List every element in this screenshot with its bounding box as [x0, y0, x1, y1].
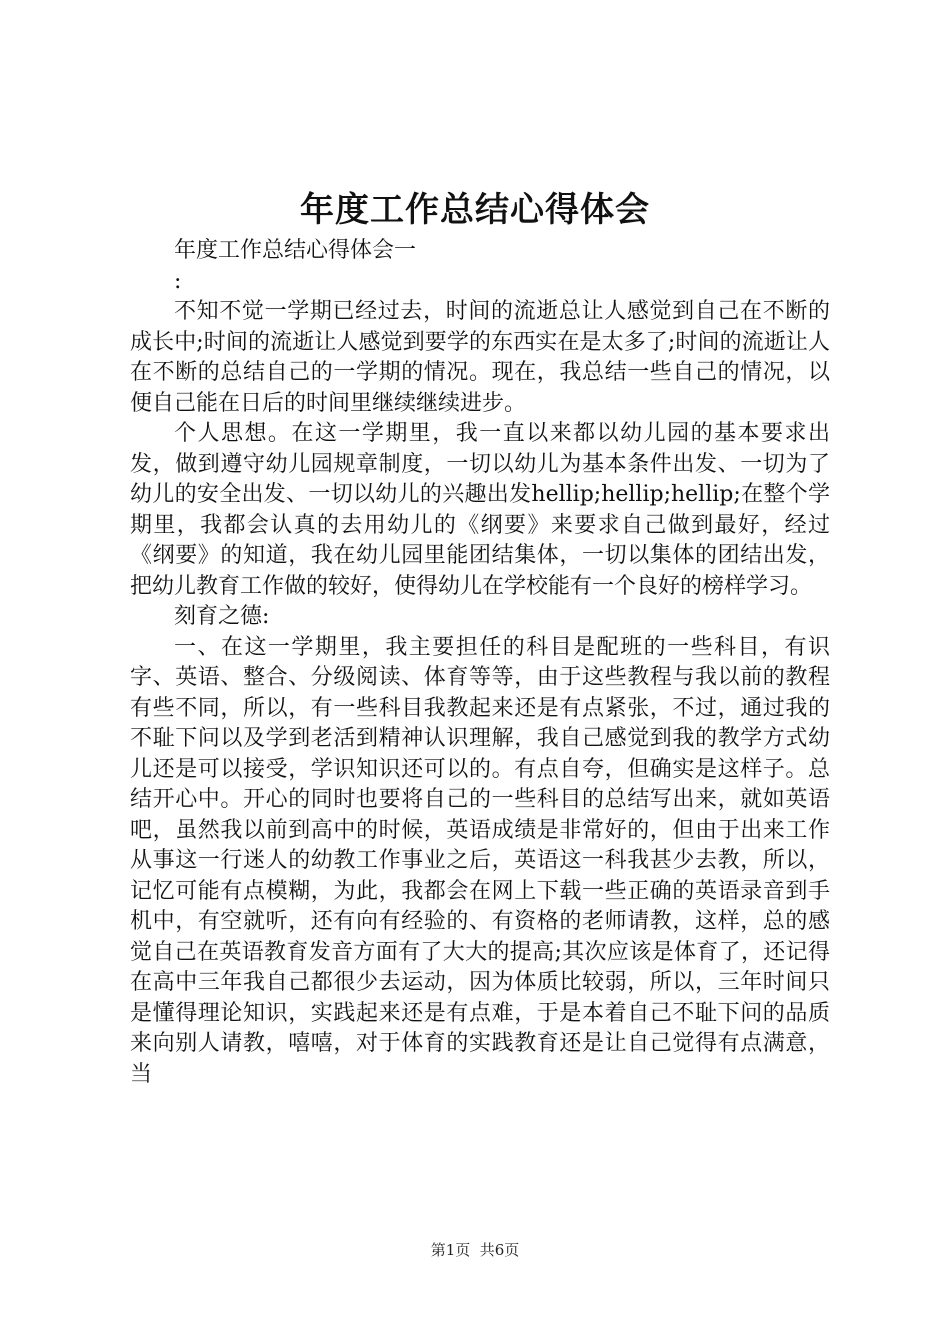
- paragraph-teaching-subjects: 一、在这一学期里，我主要担任的科目是配班的一些科目，有识字、英语、整合、分级阅读、体育等等，由于这些教程与我以前的教程有些不同，所以，有一些科目我教起来还是有点紧张，不过，通过我的不耻下问以及学到老活到精神认识理解，我自己感觉到我的教学方式幼儿还是可以接受，学识知识还可以的。有点自夸，但确实是这样子。总结开心中。开心的同时也要将自己的一些科目的总结写出来，就如英语吧，虽然我以前到高中的时候，英语成绩是非常好的，但由于出来工作从事这一行迷人的幼教工作事业之后，英语这一科我甚少去教，所以，记忆可能有点模糊，为此，我都会在网上下载一些正确的英语录音到手机中，有空就听，还有向有经验的、有资格的老师请教，这样，总的感觉自己在英语教育发音方面有了大大的提高;其次应该是体育了，还记得在高中三年我自己都很少去运动，因为体质比较弱，所以，三年时间只是懂得理论知识，实践起来还是有点难，于是本着自己不耻下问的品质来向别人请教，嘻嘻，对于体育的实践教育还是让自己觉得有点满意，当: [130, 634, 830, 1087]
- document-body: [130, 236, 830, 1090]
- paragraph-personal-thoughts: 个人思想。在这一学期里，我一直以来都以幼儿园的基本要求出发，做到遵守幼儿园规章制度，一切以幼儿为基本条件出发、一切为了幼儿的安全出发、一切以幼儿的兴趣出发hellip;hellip;hellip;在整个学期里，我都会认真的去用幼儿的《纲要》来要求自己做到最好，经过《纲要》的知道，我在幼儿园里能团结集体，一切以集体的团结出发，把幼儿教育工作做的较好，使得幼儿在学校能有一个良好的榜样学习。: [130, 421, 830, 599]
- section-heading: 年度工作总结心得体会一: [174, 238, 417, 263]
- document-title: 年度工作总结心得体会: [300, 190, 650, 230]
- subheading-moral-education: 刻育之德:: [174, 604, 270, 629]
- page-number-label: 第1页 共6页: [430, 1241, 520, 1259]
- heading-colon: :: [174, 268, 182, 294]
- paragraph-intro: 不知不觉一学期已经过去，时间的流逝总让人感觉到自己在不断的成长中;时间的流逝让人感觉到要学的东西实在是太多了;时间的流逝让人在不断的总结自己的一学期的情况。现在，我总结一些自己的情况，以便自己能在日后的时间里继续继续进步。: [130, 299, 830, 416]
- page-footer: [0, 1240, 950, 1260]
